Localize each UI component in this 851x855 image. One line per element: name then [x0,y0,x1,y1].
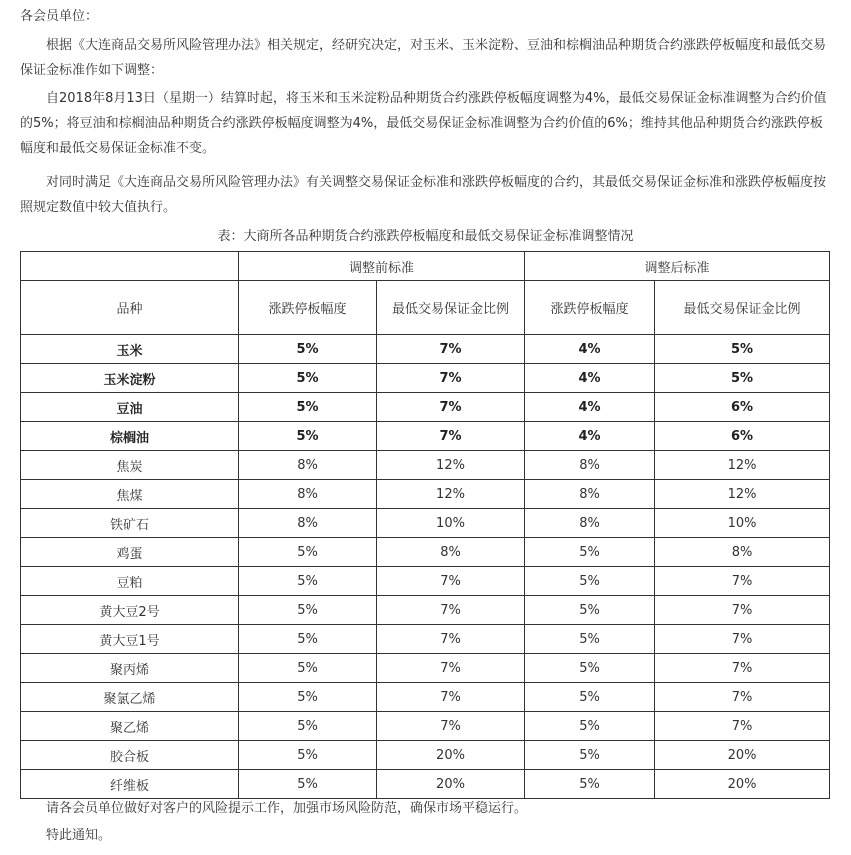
limit-after-cell: 5% [525,683,655,712]
table-row [21,625,830,654]
margin-before-cell: 7% [377,335,525,364]
product-cell: 聚氯乙烯 [21,683,239,712]
limit-after-cell: 4% [525,364,655,393]
margin-before-cell: 7% [377,683,525,712]
margin-before-cell: 7% [377,712,525,741]
table-caption: 表：大商所各品种期货合约涨跌停板幅度和最低交易保证金标准调整情况 [217,229,634,244]
limit-before-cell: 5% [239,683,377,712]
limit-after-cell: 5% [525,596,655,625]
margin-after-cell: 6% [655,422,830,451]
table-row [21,770,830,799]
limit-before-cell: 5% [239,335,377,364]
margin-after-cell: 10% [655,509,830,538]
margin-before-cell: 10% [377,509,525,538]
product-cell: 黄大豆2号 [21,596,239,625]
group-after-header: 调整后标准 [525,252,830,281]
margin-after-cell: 7% [655,567,830,596]
table-row [21,712,830,741]
limit-after-cell: 4% [525,393,655,422]
col-margin-before-header: 最低交易保证金比例 [377,281,525,335]
empty-header-cell [21,252,239,281]
limit-after-cell: 4% [525,335,655,364]
margin-after-cell: 6% [655,393,830,422]
margin-after-cell: 5% [655,335,830,364]
table-row [21,741,830,770]
margin-after-cell: 5% [655,364,830,393]
col-product-header: 品种 [21,281,239,335]
table-row [21,451,830,480]
limit-after-cell: 5% [525,654,655,683]
limit-after-cell: 8% [525,451,655,480]
limit-before-cell: 5% [239,625,377,654]
group-before-header: 调整前标准 [239,252,525,281]
margin-before-cell: 7% [377,567,525,596]
margin-after-cell: 12% [655,480,830,509]
product-cell: 焦煤 [21,480,239,509]
table-row [21,480,830,509]
limit-before-cell: 5% [239,393,377,422]
product-cell: 玉米淀粉 [21,364,239,393]
margin-before-cell: 20% [377,770,525,799]
product-cell: 纤维板 [21,770,239,799]
margin-after-cell: 7% [655,596,830,625]
limit-after-cell: 8% [525,509,655,538]
closing-sign-off: 特此通知。 [46,828,112,843]
table-row [21,364,830,393]
limit-before-cell: 5% [239,712,377,741]
table-row [21,422,830,451]
table-row [21,567,830,596]
margin-before-cell: 20% [377,741,525,770]
limits-table-body [21,252,830,799]
margin-before-cell: 7% [377,364,525,393]
limit-after-cell: 5% [525,741,655,770]
limit-after-cell: 5% [525,712,655,741]
limits-table [20,251,830,799]
margin-after-cell: 7% [655,625,830,654]
limit-before-cell: 5% [239,654,377,683]
table-row [21,654,830,683]
product-cell: 铁矿石 [21,509,239,538]
margin-before-cell: 12% [377,451,525,480]
table-row [21,335,830,364]
margin-after-cell: 7% [655,712,830,741]
limit-before-cell: 5% [239,422,377,451]
product-cell: 鸡蛋 [21,538,239,567]
limit-before-cell: 8% [239,480,377,509]
paragraph-2: 自2018年8月13日（星期一）结算时起，将玉米和玉米淀粉品种期货合约涨跌停板幅度调整为4%，最低交易保证金标准调整为合约价值的5%；将豆油和棕榈油品种期货合约涨跌停板幅度调整为4%，最低交易保证金标准调整为合约价值的6%；维持其他品种期货合约涨跌停板幅度和最低交易保证金标准不变。 [20,91,827,156]
col-limit-before-header: 涨跌停板幅度 [239,281,377,335]
limit-before-cell: 5% [239,596,377,625]
margin-before-cell: 7% [377,393,525,422]
table-row [21,538,830,567]
limit-after-cell: 5% [525,625,655,654]
limit-before-cell: 5% [239,538,377,567]
margin-after-cell: 7% [655,683,830,712]
table-row [21,596,830,625]
margin-before-cell: 7% [377,625,525,654]
table-group-header-row [21,252,830,281]
limit-before-cell: 8% [239,509,377,538]
product-cell: 聚丙烯 [21,654,239,683]
margin-after-cell: 7% [655,654,830,683]
product-cell: 聚乙烯 [21,712,239,741]
paragraph-1: 根据《大连商品交易所风险管理办法》相关规定，经研究决定，对玉米、玉米淀粉、豆油和棕榈油品种期货合约涨跌停板幅度和最低交易保证金标准作如下调整： [20,38,827,78]
table-row [21,509,830,538]
margin-before-cell: 7% [377,596,525,625]
salutation: 各会员单位： [20,9,99,24]
limit-before-cell: 5% [239,364,377,393]
table-row [21,393,830,422]
limit-before-cell: 5% [239,567,377,596]
margin-before-cell: 7% [377,422,525,451]
limit-after-cell: 8% [525,480,655,509]
table-column-header-row [21,281,830,335]
product-cell: 焦炭 [21,451,239,480]
product-cell: 豆油 [21,393,239,422]
limit-after-cell: 4% [525,422,655,451]
limit-before-cell: 5% [239,741,377,770]
limit-after-cell: 5% [525,770,655,799]
product-cell: 黄大豆1号 [21,625,239,654]
margin-after-cell: 20% [655,770,830,799]
product-cell: 玉米 [21,335,239,364]
limit-before-cell: 5% [239,770,377,799]
limit-after-cell: 5% [525,538,655,567]
col-limit-after-header: 涨跌停板幅度 [525,281,655,335]
margin-before-cell: 7% [377,654,525,683]
margin-after-cell: 12% [655,451,830,480]
margin-after-cell: 20% [655,741,830,770]
table-row [21,683,830,712]
margin-before-cell: 12% [377,480,525,509]
limit-before-cell: 8% [239,451,377,480]
margin-before-cell: 8% [377,538,525,567]
product-cell: 棕榈油 [21,422,239,451]
closing-paragraph: 请各会员单位做好对客户的风险提示工作，加强市场风险防范，确保市场平稳运行。 [46,801,528,816]
limit-after-cell: 5% [525,567,655,596]
product-cell: 胶合板 [21,741,239,770]
product-cell: 豆粕 [21,567,239,596]
col-margin-after-header: 最低交易保证金比例 [655,281,830,335]
paragraph-3: 对同时满足《大连商品交易所风险管理办法》有关调整交易保证金标准和涨跌停板幅度的合约，其最低交易保证金标准和涨跌停板幅度按照规定数值中较大值执行。 [20,175,827,215]
margin-after-cell: 8% [655,538,830,567]
